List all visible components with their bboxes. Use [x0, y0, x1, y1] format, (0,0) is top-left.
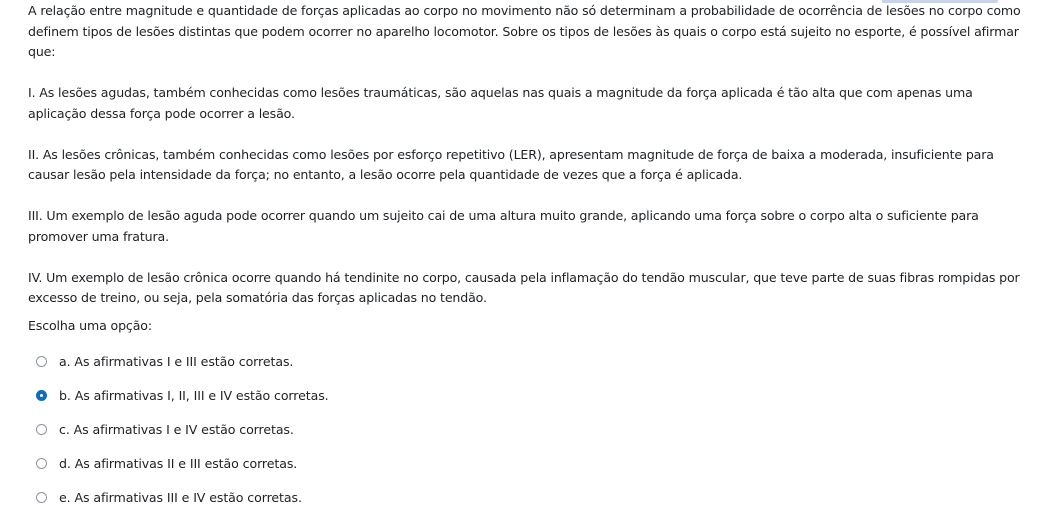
statement-i: I. As lesões agudas, também conhecidas como lesões traumáticas, são aquelas nas quais a magnitude da força aplicada é tão alta que com apenas uma aplicação dessa força pode ocorrer a lesão.: [28, 85, 973, 121]
option-d[interactable]: [36, 446, 329, 480]
statement-iv: IV. Um exemplo de lesão crônica ocorre quando há tendinite no corpo, causada pela inflamação do tendão muscular, que teve parte de suas fibras rompidas por excesso de treino, ou seja, pela somatória das forças aplicadas no tendão.: [28, 269, 1020, 305]
option-a-label[interactable]: a. As afirmativas I e III estão corretas.: [59, 353, 294, 369]
question-intro: A relação entre magnitude e quantidade de forças aplicadas ao corpo no movimento não só determinam a probabilidade de ocorrência de lesões no corpo como definem tipos de lesões distintas que podem ocorrer no aparelho locomotor. Sobre os tipos de lesões às quais o corpo está sujeito no esporte, é possível afirmar que:: [28, 3, 1021, 59]
option-c[interactable]: [36, 412, 329, 446]
question-text: [28, 1, 1028, 329]
radio-button-e[interactable]: [36, 492, 47, 503]
radio-button-c[interactable]: [36, 424, 47, 435]
radio-button-b[interactable]: [36, 390, 47, 401]
choose-option-label: Escolha uma opção:: [28, 318, 152, 333]
option-e-label[interactable]: e. As afirmativas III e IV estão corretas.: [59, 489, 302, 505]
option-d-label[interactable]: d. As afirmativas II e III estão corretas.: [59, 455, 298, 471]
answer-options: [36, 344, 329, 514]
option-c-label[interactable]: c. As afirmativas I e IV estão corretas.: [59, 421, 294, 437]
option-a[interactable]: [36, 344, 329, 378]
option-b-label[interactable]: b. As afirmativas I, II, III e IV estão corretas.: [59, 387, 329, 403]
radio-button-a[interactable]: [36, 356, 47, 367]
radio-button-d[interactable]: [36, 458, 47, 469]
option-e[interactable]: [36, 480, 329, 514]
statement-iii: III. Um exemplo de lesão aguda pode ocorrer quando um sujeito cai de uma altura muito grande, aplicando uma força sobre o corpo alta o suficiente para promover uma fratura.: [28, 208, 979, 244]
statement-ii: II. As lesões crônicas, também conhecidas como lesões por esforço repetitivo (LER), apresentam magnitude de força de baixa a moderada, insuficiente para causar lesão pela intensidade da força; no entanto, a lesão ocorre pela quantidade de vezes que a força é aplicada.: [28, 146, 994, 182]
option-b[interactable]: [36, 378, 329, 412]
